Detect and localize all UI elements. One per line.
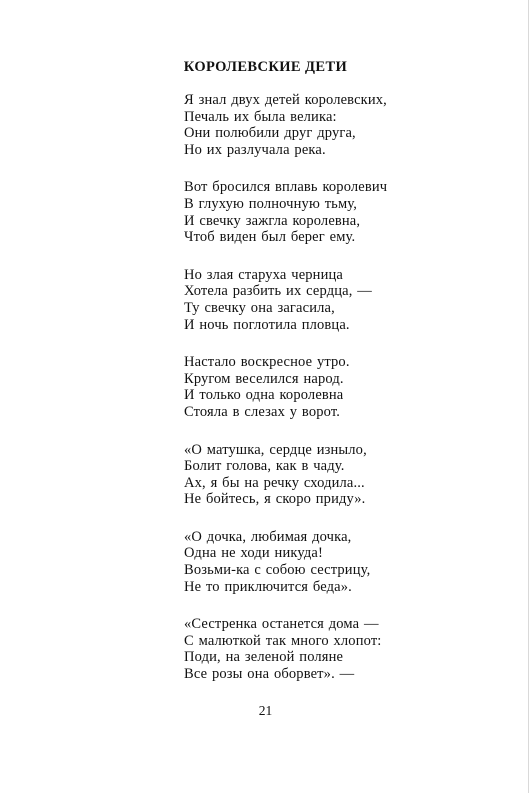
- poem-line: В глухую полночную тьму,: [184, 195, 357, 212]
- poem-line: Не бойтесь, я скоро приду».: [184, 491, 366, 508]
- stanza-1: [184, 92, 484, 158]
- poem-line: Ту свечку она загасила,: [184, 299, 335, 316]
- poem-line: Чтоб виден был берег ему.: [184, 229, 356, 246]
- poem-line: Хотела разбить их сердца, —: [184, 283, 372, 300]
- page-number: 21: [258, 703, 273, 718]
- poem-line: Болит голова, как в чаду.: [184, 458, 345, 475]
- poem-line: Но их разлучала река.: [184, 141, 326, 158]
- poem-line: «О дочка, любимая дочка,: [184, 528, 352, 545]
- poem-line: «О матушка, сердце изныло,: [184, 441, 367, 458]
- poem-line: И свечку зажгла королевна,: [184, 212, 361, 229]
- page-edge-line: [528, 0, 529, 793]
- poem-line: Не то приключится беда».: [184, 578, 352, 595]
- stanza-5: [184, 442, 484, 508]
- poem-line: Одна не ходи никуда!: [184, 545, 323, 562]
- stanza-6: [184, 529, 484, 595]
- poem-line: Кругом веселился народ.: [184, 370, 344, 387]
- stanza-7: [184, 616, 484, 682]
- poem-line: И ночь поглотила пловца.: [184, 316, 350, 333]
- poem-line: Возьми-ка с собою сестрицу,: [184, 562, 371, 579]
- poem-line: Поди, на зеленой поляне: [184, 649, 344, 666]
- stanza-4: [184, 354, 484, 420]
- poem-line: Стояла в слезах у ворот.: [184, 403, 341, 420]
- poem-line: С малюткой так много хлопот:: [184, 632, 382, 649]
- stanza-3: [184, 267, 484, 333]
- poem-line: И только одна королевна: [184, 387, 344, 404]
- poem-line: Печаль их была велика:: [184, 108, 337, 125]
- poem-line: Но злая старуха черница: [184, 266, 343, 283]
- poem-line: «Сестренка останется дома —: [184, 616, 379, 633]
- poem-body: [184, 92, 484, 704]
- poem-title: КОРОЛЕВСКИЕ ДЕТИ: [183, 59, 348, 75]
- poem-line: Они полюбили друг друга,: [184, 125, 356, 142]
- poem-line: Я знал двух детей королевских,: [184, 92, 387, 108]
- poem-line: Вот бросился вплавь королевич: [184, 179, 388, 196]
- poem-line: Ах, я бы на речку сходила...: [184, 474, 365, 491]
- poem-line: Все розы она оборвет». —: [184, 666, 355, 683]
- stanza-2: [184, 179, 484, 245]
- poem-line: Настало воскресное утро.: [184, 354, 350, 371]
